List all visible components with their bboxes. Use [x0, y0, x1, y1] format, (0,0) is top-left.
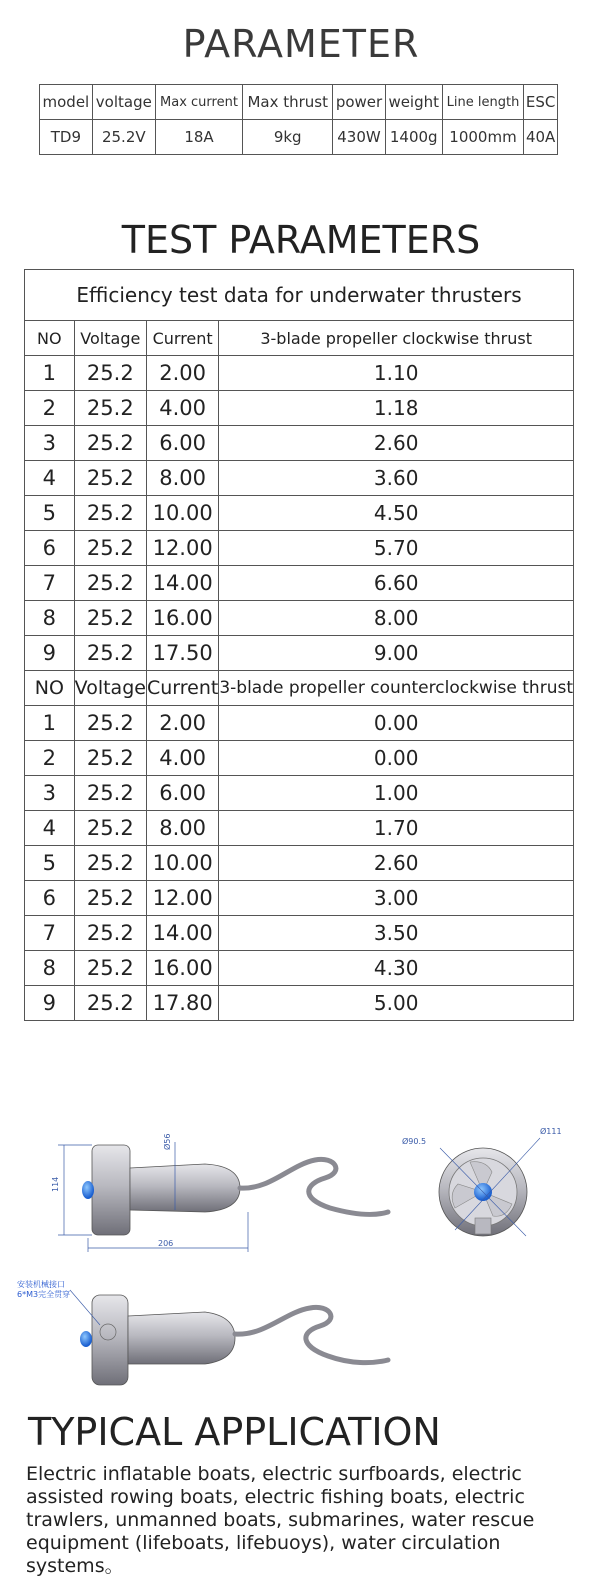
table-row: [25, 496, 574, 531]
table-row: [25, 461, 574, 496]
cell-thrust: 0.00: [219, 741, 574, 776]
table-row: [25, 916, 574, 951]
header-thrust: 3-blade propeller clockwise thrust: [219, 321, 574, 356]
cell-thrust: 2.60: [219, 426, 574, 461]
value-model: TD9: [40, 120, 93, 155]
cell-voltage: 25.2: [74, 776, 146, 811]
table-row: [25, 986, 574, 1021]
cell-no: 4: [25, 461, 75, 496]
cell-no: 3: [25, 776, 75, 811]
cell-voltage: 25.2: [74, 636, 146, 671]
cell-no: 8: [25, 951, 75, 986]
table-row: [25, 531, 574, 566]
cell-no: 5: [25, 496, 75, 531]
table-row: [25, 706, 574, 741]
table-row: [25, 881, 574, 916]
cell-voltage: 25.2: [74, 531, 146, 566]
cell-current: 17.80: [146, 986, 218, 1021]
table-row: [25, 566, 574, 601]
dim-diameter-56-label: Ø56: [163, 1133, 172, 1150]
cell-current: 12.00: [146, 531, 218, 566]
header-thrust: 3-blade propeller counterclockwise thrust: [219, 671, 574, 706]
header-voltage: voltage: [92, 85, 155, 120]
cell-voltage: 25.2: [74, 356, 146, 391]
cell-no: 7: [25, 916, 75, 951]
cell-voltage: 25.2: [74, 986, 146, 1021]
cell-voltage: 25.2: [74, 881, 146, 916]
cell-thrust: 3.50: [219, 916, 574, 951]
parameter-table: [39, 84, 558, 155]
table-row: [25, 741, 574, 776]
cell-current: 14.00: [146, 916, 218, 951]
cell-thrust: 6.60: [219, 566, 574, 601]
value-voltage: 25.2V: [92, 120, 155, 155]
cell-voltage: 25.2: [74, 706, 146, 741]
table-row: [25, 356, 574, 391]
cell-no: 2: [25, 741, 75, 776]
cell-current: 10.00: [146, 846, 218, 881]
value-esc: 40A: [524, 120, 558, 155]
front-view: [402, 1126, 562, 1236]
parameter-title: PARAMETER: [182, 22, 420, 66]
value-max-thrust: 9kg: [243, 120, 333, 155]
cell-thrust: 4.50: [219, 496, 574, 531]
test-table: [24, 269, 574, 1021]
cell-current: 17.50: [146, 636, 218, 671]
cell-voltage: 25.2: [74, 951, 146, 986]
perspective-view: [17, 1279, 388, 1385]
header-no: NO: [25, 671, 75, 706]
header-max-current: Max current: [155, 85, 242, 120]
cell-no: 7: [25, 566, 75, 601]
header-voltage: Voltage: [74, 321, 146, 356]
value-max-current: 18A: [155, 120, 242, 155]
value-power: 430W: [333, 120, 385, 155]
cell-voltage: 25.2: [74, 811, 146, 846]
table-row: [25, 951, 574, 986]
cell-no: 4: [25, 811, 75, 846]
mount-note-line2: 6*M3完全贯穿: [17, 1290, 71, 1299]
cell-thrust: 0.00: [219, 706, 574, 741]
cell-voltage: 25.2: [74, 426, 146, 461]
header-weight: weight: [385, 85, 442, 120]
test-caption: Efficiency test data for underwater thrusters: [25, 270, 574, 321]
mount-note-line1: 安装机械接口: [17, 1280, 65, 1289]
cell-current: 16.00: [146, 601, 218, 636]
cell-current: 2.00: [146, 356, 218, 391]
header-current: Current: [146, 321, 218, 356]
header-power: power: [333, 85, 385, 120]
cell-thrust: 1.18: [219, 391, 574, 426]
table-row: [25, 776, 574, 811]
thruster-technical-drawing: [0, 1120, 602, 1410]
parameter-value-row: [40, 120, 558, 155]
table-row: [25, 601, 574, 636]
test-parameters-title: TEST PARAMETERS: [121, 218, 481, 262]
cell-thrust: 5.00: [219, 986, 574, 1021]
cell-voltage: 25.2: [74, 566, 146, 601]
cell-thrust: 5.70: [219, 531, 574, 566]
dim-diameter-111-label: Ø111: [540, 1127, 562, 1136]
clockwise-header-row: [25, 321, 574, 356]
cell-no: 9: [25, 986, 75, 1021]
cell-no: 1: [25, 706, 75, 741]
header-esc: ESC: [524, 85, 558, 120]
test-caption-row: [25, 270, 574, 321]
cell-voltage: 25.2: [74, 391, 146, 426]
table-row: [25, 811, 574, 846]
typical-application-title: TYPICAL APPLICATION: [28, 1410, 441, 1454]
cell-no: 6: [25, 531, 75, 566]
cell-current: 4.00: [146, 391, 218, 426]
header-current: Current: [146, 671, 218, 706]
cell-thrust: 1.10: [219, 356, 574, 391]
cell-thrust: 9.00: [219, 636, 574, 671]
header-max-thrust: Max thrust: [243, 85, 333, 120]
cell-no: 6: [25, 881, 75, 916]
cell-thrust: 1.00: [219, 776, 574, 811]
side-view: [51, 1134, 388, 1252]
cell-voltage: 25.2: [74, 741, 146, 776]
cell-current: 6.00: [146, 426, 218, 461]
table-row: [25, 426, 574, 461]
cell-no: 2: [25, 391, 75, 426]
cell-thrust: 3.00: [219, 881, 574, 916]
value-weight: 1400g: [385, 120, 442, 155]
cell-current: 2.00: [146, 706, 218, 741]
table-row: [25, 636, 574, 671]
dim-length-label: 206: [158, 1239, 174, 1248]
cell-current: 6.00: [146, 776, 218, 811]
cell-current: 14.00: [146, 566, 218, 601]
header-no: NO: [25, 321, 75, 356]
cell-current: 8.00: [146, 811, 218, 846]
cell-current: 8.00: [146, 461, 218, 496]
cell-voltage: 25.2: [74, 496, 146, 531]
cell-current: 16.00: [146, 951, 218, 986]
cell-current: 4.00: [146, 741, 218, 776]
cell-voltage: 25.2: [74, 846, 146, 881]
header-model: model: [40, 85, 93, 120]
cell-thrust: 8.00: [219, 601, 574, 636]
cell-current: 10.00: [146, 496, 218, 531]
cell-current: 12.00: [146, 881, 218, 916]
table-row: [25, 391, 574, 426]
cell-thrust: 4.30: [219, 951, 574, 986]
cell-voltage: 25.2: [74, 601, 146, 636]
header-voltage: Voltage: [74, 671, 146, 706]
table-row: [25, 846, 574, 881]
header-line-length: Line length: [442, 85, 523, 120]
cell-thrust: 1.70: [219, 811, 574, 846]
typical-application-text: Electric inflatable boats, electric surfboards, electric assisted rowing boats, electric fishing boats, electric trawlers, unmanned boats, submarines, water rescue equipment (lifeboats, lifebuoys), water circulation systems。: [26, 1463, 535, 1577]
cell-no: 9: [25, 636, 75, 671]
cell-no: 5: [25, 846, 75, 881]
dim-diameter-90-label: Ø90.5: [402, 1137, 427, 1146]
cell-no: 1: [25, 356, 75, 391]
parameter-header-row: [40, 85, 558, 120]
cell-no: 8: [25, 601, 75, 636]
dim-height-label: 114: [51, 1176, 60, 1192]
cell-thrust: 3.60: [219, 461, 574, 496]
value-line-length: 1000mm: [442, 120, 523, 155]
cell-voltage: 25.2: [74, 916, 146, 951]
cell-voltage: 25.2: [74, 461, 146, 496]
counterclockwise-header-row: [25, 671, 574, 706]
cell-no: 3: [25, 426, 75, 461]
cell-thrust: 2.60: [219, 846, 574, 881]
